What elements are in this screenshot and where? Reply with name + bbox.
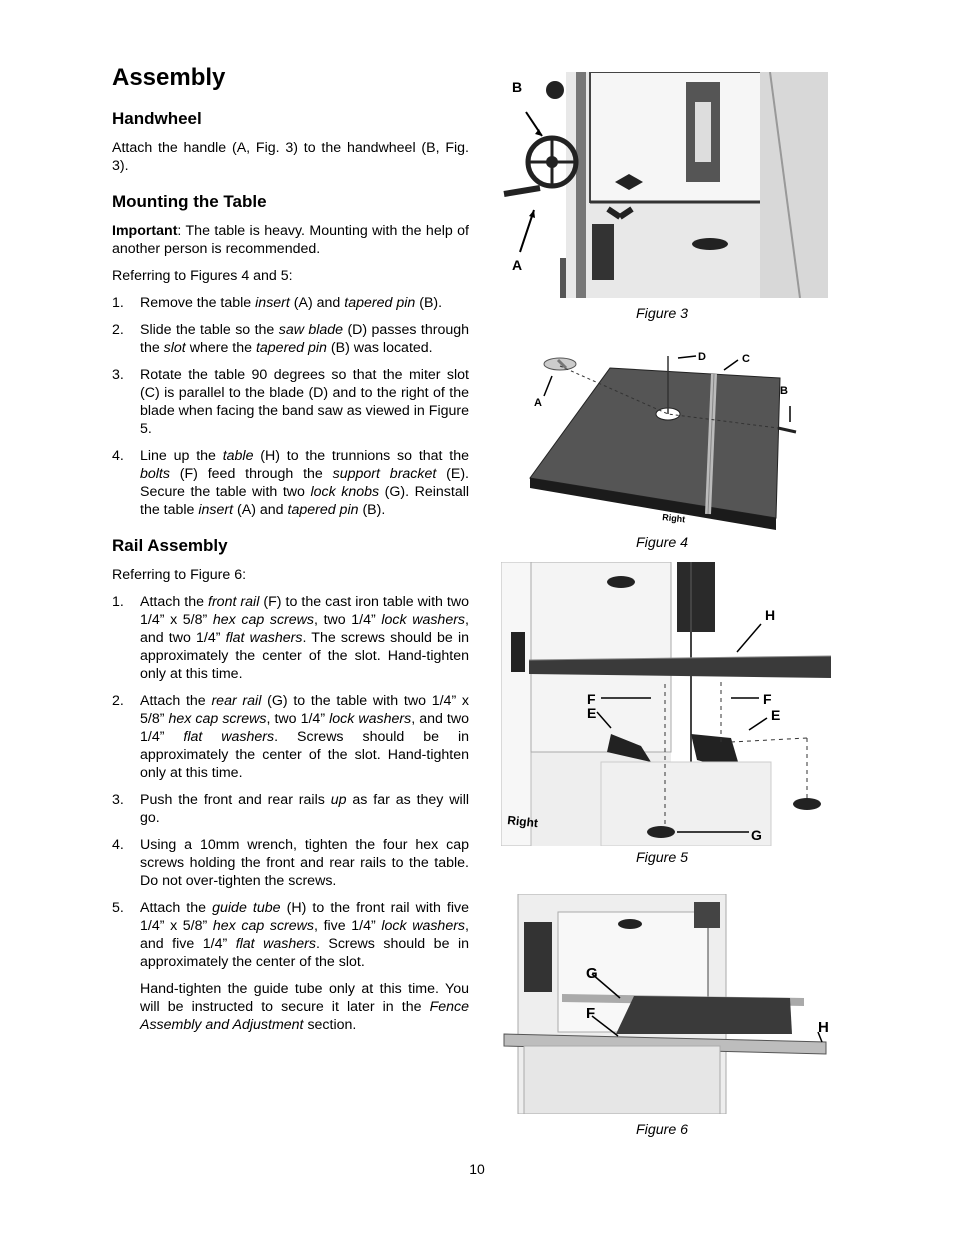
important-note [112, 222, 469, 258]
rail-heading: Rail Assembly [112, 536, 228, 555]
figure-6-image [500, 894, 832, 1114]
step-text-run: , and five 1/4” [140, 918, 469, 952]
figure-4-label-b: B [780, 385, 788, 397]
step-item [112, 294, 469, 312]
step-text-run: as far as they will go. [140, 792, 469, 826]
step-item [112, 836, 469, 890]
step-text-run: insert [255, 295, 290, 311]
step-text-run: lock washers [381, 612, 466, 628]
step-number: 4. [112, 448, 124, 464]
step-text-run: (A) and [289, 295, 345, 311]
mounting-steps-list [112, 294, 469, 519]
step-text-run: Fence Assembly and Adjustment [140, 999, 469, 1033]
step-text-run: lock washers [381, 918, 466, 934]
step-number: 2. [112, 322, 124, 338]
mounting-referring: Referring to Figures 4 and 5: [112, 268, 293, 284]
step-text [140, 322, 469, 356]
step-item [112, 447, 469, 519]
step-text-run: lock knobs [310, 484, 380, 500]
step-text-run: section. [303, 1017, 357, 1033]
step-text-run: support bracket [332, 466, 437, 482]
figure-4-label-c: C [742, 353, 750, 365]
step-number: 2. [112, 693, 124, 709]
figure-3-label-b: B [512, 79, 523, 95]
step-text-run: , five 1/4” [314, 918, 382, 934]
step-text [140, 594, 469, 682]
step-text-run: Slide the table so the [140, 322, 279, 338]
figure-5-label-e-right: E [771, 707, 781, 723]
handwheel-heading: Handwheel [112, 109, 202, 128]
figure-4-label-d: D [698, 351, 706, 363]
step-text [140, 295, 442, 311]
step-text-run: Remove the table [140, 295, 256, 311]
step-text-run: (B). [415, 295, 443, 311]
step-text-run: hex cap screws [212, 918, 314, 934]
step-number: 4. [112, 837, 124, 853]
figure-4-image [528, 348, 808, 538]
step-text-run: , two 1/4” [314, 612, 382, 628]
figure-4-caption: Figure 4 [636, 535, 689, 551]
step-text-run: (A) and [233, 502, 288, 518]
figure-3-caption: Figure 3 [636, 306, 689, 322]
step-text-run: (H) to the trunnions so that the [253, 448, 469, 464]
step-item [112, 593, 469, 683]
step-text-run: Using a 10mm wrench, tighten the four hex cap screws holding the front and rear rails to the table. Do not over-tighten the screws. [140, 837, 469, 889]
step-text-run: (D) passes through the [140, 322, 470, 356]
step-text-run: tapered pin [344, 295, 416, 311]
step-text-run: flat washers [225, 630, 303, 646]
step-subparagraph [140, 980, 469, 1034]
step-text-run: table [222, 448, 254, 464]
step-text-run: bolts [140, 466, 170, 482]
step-text-run: slot [163, 340, 186, 356]
step-text-run: , and two 1/4” [140, 711, 469, 745]
step-text-run: (B). [358, 502, 386, 518]
step-text-run: Hand-tighten the guide tube only at this time. You will be instructed to secure it later in the [140, 981, 469, 1015]
figure-5-label-f-left: F [587, 691, 596, 707]
step-text-run: tapered pin [255, 340, 327, 356]
step-item [112, 321, 469, 357]
figure-6-label-h: H [818, 1019, 829, 1036]
figure-4-label-right: Right [661, 512, 686, 525]
figure-5-image [501, 562, 833, 846]
step-text [140, 792, 469, 826]
step-text [140, 900, 469, 970]
step-text-run: Push the front and rear rails [140, 792, 331, 808]
step-text-run: tapered pin [287, 502, 359, 518]
important-label: Important [112, 223, 178, 239]
figure-5-label-right: Right [506, 813, 539, 831]
step-text-run: (H) to the front rail with five 1/4” x 5/8” [140, 900, 469, 934]
figure-6-label-g: G [586, 965, 598, 982]
figure-3-image [500, 72, 828, 298]
step-item [112, 692, 469, 782]
step-text-run: . Screws should be in approximately the center of the slot. [140, 936, 469, 970]
page-number: 10 [469, 1161, 485, 1177]
step-text-run: where the [185, 340, 256, 356]
step-text-run: Attach the [140, 594, 209, 610]
step-text-run: Line up the [140, 448, 223, 464]
step-text-run: , two 1/4” [266, 711, 330, 727]
step-number: 1. [112, 295, 124, 311]
step-text-run: hex cap screws [168, 711, 267, 727]
step-text-run: saw blade [278, 322, 344, 338]
mounting-heading: Mounting the Table [112, 192, 267, 211]
step-number: 1. [112, 594, 124, 610]
step-text-run: , and two 1/4” [140, 612, 469, 646]
step-text-run: flat washers [183, 729, 275, 745]
step-item [112, 791, 469, 827]
step-text [140, 448, 469, 518]
rail-section [112, 535, 469, 1034]
step-text-run: hex cap screws [212, 612, 314, 628]
step-text-run: guide tube [212, 900, 281, 916]
step-text-run: flat washers [235, 936, 316, 952]
page-title: Assembly [112, 64, 226, 91]
step-number: 5. [112, 900, 124, 916]
rail-steps-list [112, 593, 469, 1034]
figure-3-label-a: A [512, 257, 523, 273]
step-text-run: (G). Reinstall the table [140, 484, 470, 518]
text-column [112, 62, 469, 1050]
mounting-section [112, 191, 469, 519]
step-text-run: lock washers [329, 711, 412, 727]
step-number: 3. [112, 367, 124, 383]
figure-5-label-e-left: E [587, 705, 597, 721]
figure-5-label-f-right: F [763, 691, 772, 707]
handwheel-text: Attach the handle (A, Fig. 3) to the handwheel (B, Fig. 3). [112, 140, 469, 174]
step-text [140, 367, 469, 437]
step-text-run: . The screws should be in approximately the center of the slot. Hand-tighten only at this time. [140, 630, 469, 682]
step-text-run: Attach the [140, 900, 213, 916]
step-number: 3. [112, 792, 124, 808]
figure-5-label-g: G [751, 827, 762, 843]
step-text-run: front rail [208, 594, 260, 610]
step-text-run: (G) to the table with two 1/4” x 5/8” [140, 693, 470, 727]
step-item [112, 366, 469, 438]
handwheel-section [112, 108, 469, 175]
step-text-run: Rotate the table 90 degrees so that the miter slot (C) is parallel to the blade (D) and to the right of the blade when facing the band saw as viewed in Figure 5. [140, 367, 469, 437]
step-text-run: (F) feed through the [169, 466, 333, 482]
step-text-run: (B) was located. [326, 340, 433, 356]
step-text-run: (F) to the cast iron table with two 1/4” x 5/8” [140, 594, 470, 628]
step-text-run: . Screws should be in approximately the center of the slot. Hand-tighten only at this time. [140, 729, 470, 781]
figure-6-caption: Figure 6 [636, 1122, 689, 1138]
rail-referring: Referring to Figure 6: [112, 567, 247, 583]
step-text-run: up [330, 792, 347, 808]
step-item [112, 899, 469, 1034]
step-text-run: insert [198, 502, 234, 518]
step-text [140, 837, 469, 889]
step-text [140, 693, 469, 781]
figure-4-label-a: A [534, 397, 542, 409]
figure-6-label-f: F [586, 1005, 596, 1022]
step-text-run: (E). Secure the table with two [140, 466, 470, 500]
figure-5-label-h: H [765, 607, 776, 623]
figure-5-caption: Figure 5 [636, 850, 689, 866]
step-text-run: Attach the [140, 693, 212, 709]
step-text-run: rear rail [211, 693, 262, 709]
important-text: : The table is heavy. Mounting with the help of another person is recommended. [112, 223, 469, 257]
